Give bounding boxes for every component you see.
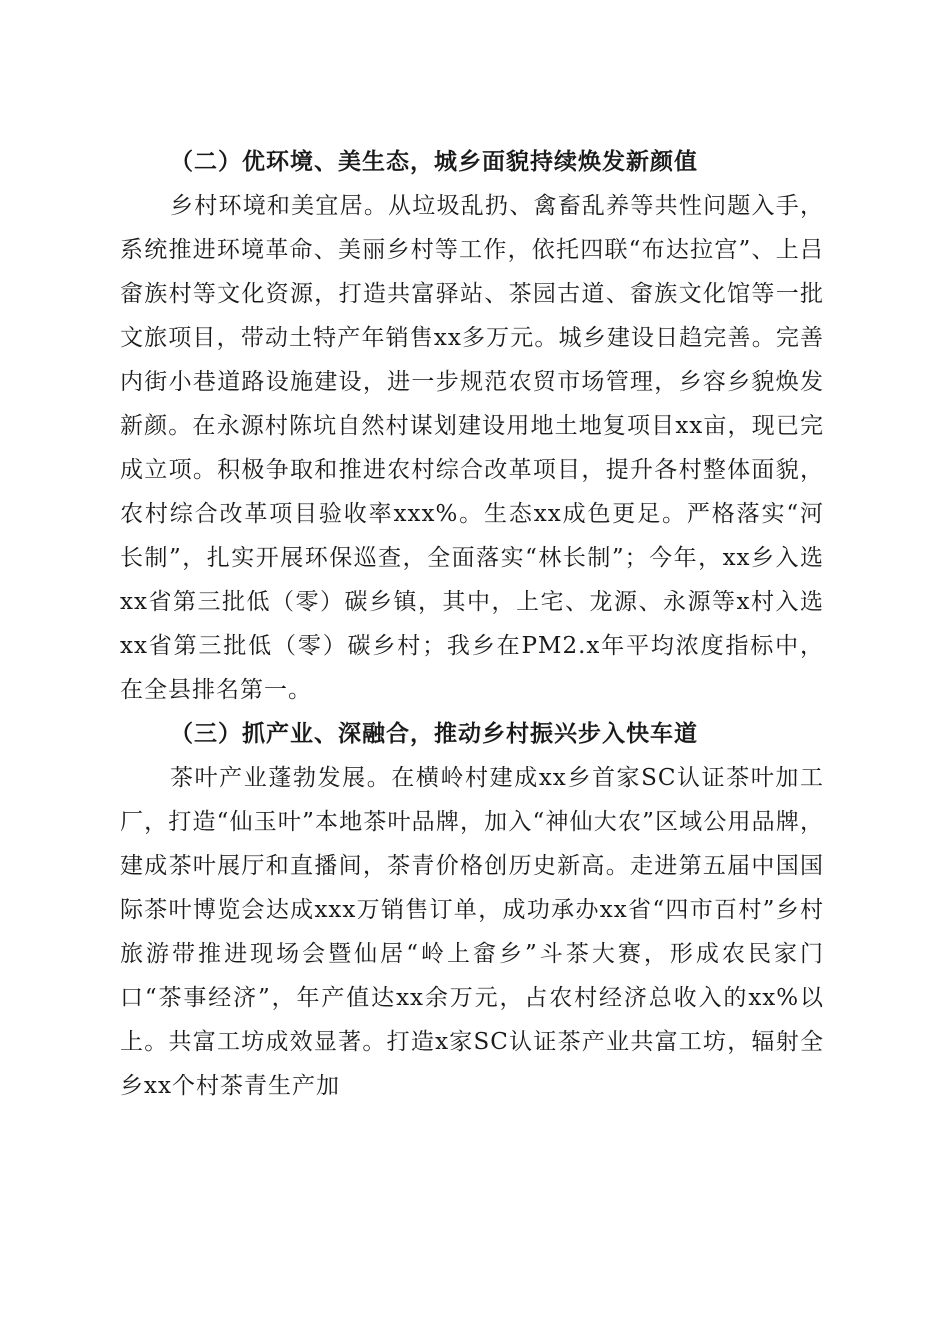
paragraph-environment: 乡村环境和美宜居。从垃圾乱扔、禽畜乱养等共性问题入手，系统推进环境革命、美丽乡村等工作，依托四联“布达拉宫”、上吕畲族村等文化资源，打造共富驿站、茶园古道、畲族文化馆等一批文旅项目，带动土特产年销售xx多万元。城乡建设日趋完善。完善内街小巷道路设施建设，进一步规范农贸市场管理，乡容乡貌焕发新颜。在永源村陈坑自然村谋划建设用地土地复项目xx亩，现已完成立项。积极争取和推进农村综合改革项目，提升各村整体面貌，农村综合改革项目验收率xxx%。生态xx成色更足。严格落实“河长制”，扎实开展环保巡查，全面落实“林长制”；今年，xx乡入选xx省第三批低（零）碳乡镇，其中，上宅、龙源、永源等x村入选xx省第三批低（零）碳乡村；我乡在PM2.x年平均浓度指标中，在全县排名第一。 — [120, 193, 824, 703]
section-heading-industry: （三）抓产业、深融合，推动乡村振兴步入快车道 — [170, 720, 698, 747]
document-page — [120, 140, 824, 1108]
paragraph-industry: 茶叶产业蓬勃发展。在横岭村建成xx乡首家SC认证茶叶加工厂，打造“仙玉叶”本地茶叶品牌，加入“神仙大农”区域公用品牌，建成茶叶展厅和直播间，茶青价格创历史新高。走进第五届中国国际茶叶博览会达成xxx万销售订单，成功承办xx省“四市百村”乡村旅游带推进现场会暨仙居“岭上畲乡”斗茶大赛，形成农民家门口“茶事经济”，年产值达xx余万元，占农村经济总收入的xx%以上。共富工坊成效显著。打造x家SC认证茶产业共富工坊，辐射全乡xx个村茶青生产加 — [120, 765, 824, 1099]
section-heading-environment: （二）优环境、美生态，城乡面貌持续焕发新颜值 — [170, 148, 698, 175]
